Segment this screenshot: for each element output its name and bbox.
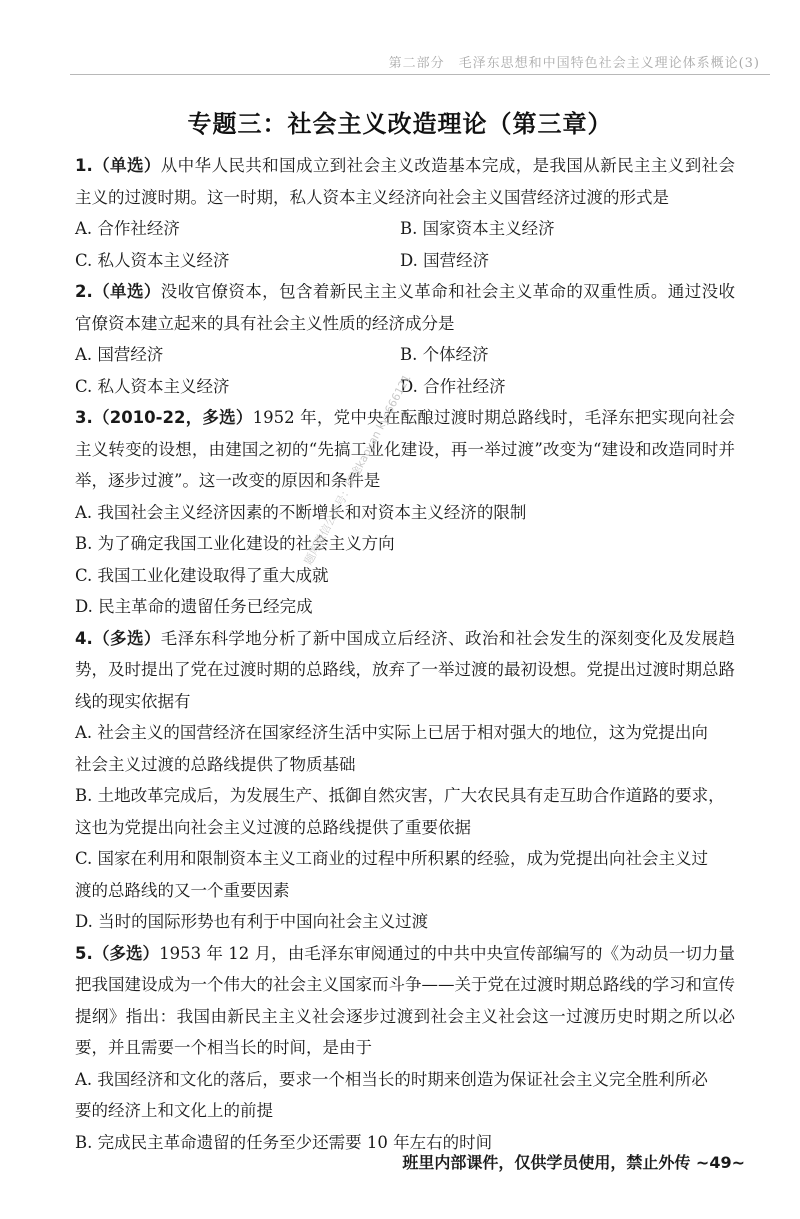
option-c: C. 私人资本主义经济 (75, 250, 230, 270)
option-d: D. 合作社经济 (400, 376, 506, 396)
question-type: （单选） (92, 282, 161, 301)
option-b: B. 国家资本主义经济 (400, 219, 555, 238)
question-type: （多选） (92, 943, 160, 963)
option-a: A. 我国社会主义经济因素的不断增长和对资本主义经济的限制 (75, 502, 527, 522)
options (75, 213, 735, 276)
question-number: 4. (75, 628, 93, 648)
option-d: D. 当时的国际形势也有利于中国向社会主义过渡 (75, 912, 429, 931)
question-number: 5. (75, 943, 93, 963)
option-d: D. 民主革命的遗留任务已经完成 (75, 597, 313, 616)
question-4 (75, 623, 735, 938)
page-footer: 班里内部课件，仅供学员使用，禁止外传 ~49~ (402, 1153, 745, 1172)
running-header: 第二部分 毛泽东思想和中国特色社会主义理论体系概论(3) (388, 56, 760, 71)
question-text: 没收官僚资本，包含着新民主主义革命和社会主义革命的双重性质。通过没收官僚资本建立起来的具有社会主义性质的经济成分是 (75, 282, 736, 333)
question-stem (75, 938, 735, 1064)
question-stem (75, 276, 735, 339)
question-1 (75, 150, 735, 276)
option-a: A. 合作社经济 (75, 219, 180, 238)
option-a: A. 社会主义的国营经济在国家经济生活中实际上已居于相对强大的地位，这为党提出向 (75, 723, 708, 742)
question-type: （多选） (92, 628, 161, 648)
question-text: 从中华人民共和国成立到社会主义改造基本完成，是我国从新民主主义到社会主义的过渡时期。这一时期，私人资本主义经济向社会主义国营经济过渡的形式是 (75, 156, 736, 207)
watermark: 题库微信公众号：研途kaoyan kys666121 (301, 372, 414, 568)
question-type: （单选） (92, 156, 161, 175)
question-text: 1952 年，党中央在酝酿过渡时期总路线时，毛泽东把实现向社会主义转变的设想，由建国之初的“先搞工业化建设，再一举过渡”改变为“建设和改造同时并举，逐步过渡”。这一改变的原因和条件是 (75, 408, 735, 490)
option-d: D. 国营经济 (400, 250, 490, 270)
question-type: （2010-22，多选） (92, 408, 253, 427)
page-title: 专题三：社会主义改造理论（第三章） (187, 110, 613, 138)
question-number: 1. (75, 156, 93, 175)
option-b-continued: 这也为党提出向社会主义过渡的总路线提供了重要依据 (75, 817, 471, 837)
option-a-continued: 社会主义过渡的总路线提供了物质基础 (75, 754, 356, 774)
question-3 (75, 402, 735, 623)
question-number: 2. (75, 282, 93, 301)
option-a: A. 我国经济和文化的落后，要求一个相当长的时期来创造为保证社会主义完全胜利所必 (75, 1069, 708, 1089)
option-c: C. 国家在利用和限制资本主义工商业的过程中所积累的经验，成为党提出向社会主义过 (75, 849, 709, 868)
question-stem (75, 623, 735, 718)
option-c: C. 我国工业化建设取得了重大成就 (75, 565, 329, 585)
option-a: A. 国营经济 (75, 345, 164, 364)
option-c: C. 私人资本主义经济 (75, 376, 230, 396)
question-text: 1953 年 12 月，由毛泽东审阅通过的中共中央宣传部编写的《为动员一切力量把我国建设成为一个伟大的社会主义国家而斗争——关于党在过渡时期总路线的学习和宣传提纲》指出：我国由新民主主义社会逐步过渡到社会主义社会这一过渡历史时期之所以必要，并且需要一个相当长的时间，是由于 (75, 943, 735, 1057)
question-5 (75, 938, 735, 1159)
option-c-continued: 渡的总路线的又一个重要因素 (75, 880, 290, 900)
question-text: 毛泽东科学地分析了新中国成立后经济、政治和社会发生的深刻变化及发展趋势，及时提出了党在过渡时期的总路线，放弃了一举过渡的最初设想。党提出过渡时期总路线的现实依据有 (75, 628, 736, 711)
option-a-continued: 要的经济上和文化上的前提 (75, 1101, 273, 1120)
option-b: B. 个体经济 (400, 345, 489, 364)
question-list (75, 150, 735, 1158)
option-b: B. 完成民主革命遗留的任务至少还需要 10 年左右的时间 (75, 1132, 493, 1152)
option-b: B. 为了确定我国工业化建设的社会主义方向 (75, 534, 395, 553)
question-stem (75, 402, 735, 497)
header-rule (70, 74, 770, 75)
question-stem (75, 150, 735, 213)
question-number: 3. (75, 408, 93, 427)
option-b: B. 土地改革完成后，为发展生产、抵御自然灾害，广大农民具有走互助合作道路的要求， (75, 786, 725, 805)
